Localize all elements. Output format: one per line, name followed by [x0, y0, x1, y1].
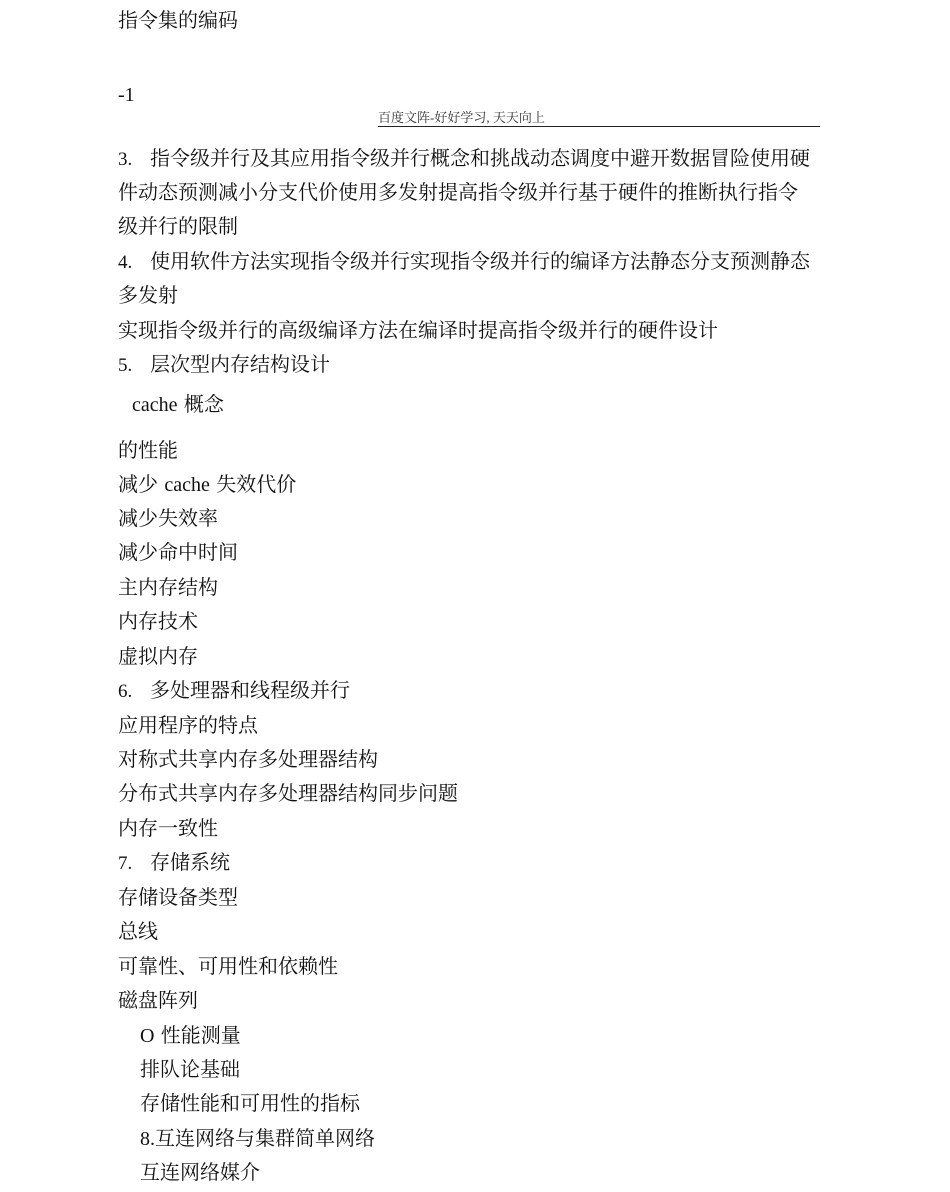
item-app-features: 应用程序的特点 [118, 713, 258, 737]
section7-number: 7. [118, 853, 133, 874]
section5-heading [118, 350, 330, 380]
item-consistency: 内存一致性 [118, 816, 218, 840]
io-perf-latin: O [140, 1025, 155, 1047]
item-reliability: 可靠性、可用性和依赖性 [118, 954, 338, 978]
section3-line2: 件动态预测减小分支代价使用多发射提高指令级并行基于硬件的推断执行指令 [118, 180, 798, 204]
item-dsm: 分布式共享内存多处理器结构同步问题 [118, 781, 458, 805]
item-io-perf [140, 1021, 241, 1050]
section5-title: 层次型内存结构设计 [150, 352, 330, 376]
running-header: 百度文阵-好好学习, 天天向上 [378, 110, 820, 127]
section4-line2: 多发射 [118, 283, 178, 307]
section3-number: 3. [118, 149, 133, 170]
item-reduce-hit-time: 减少命中时间 [118, 540, 238, 564]
item-smp: 对称式共享内存多处理器结构 [118, 747, 378, 771]
item-memory-tech: 内存技术 [118, 609, 198, 633]
section4-number: 4. [118, 252, 133, 273]
reduce-miss-penalty-prefix: 减少 [118, 472, 165, 496]
io-perf-suffix: 性能测量 [154, 1023, 241, 1047]
section8-number: 8. [140, 1128, 155, 1150]
section7-heading [118, 848, 230, 878]
reduce-miss-penalty-latin: cache [164, 474, 210, 496]
section6-heading [118, 676, 350, 706]
item-performance: 的性能 [118, 438, 178, 462]
section4-text1: 使用软件方法实现指令级并行实现指令级并行的编译方法静态分支预测静态 [150, 249, 810, 273]
item-metrics: 存储性能和可用性的指标 [140, 1091, 360, 1115]
section6-number: 6. [118, 681, 133, 702]
section4-line3: 实现指令级并行的高级编译方法在编译时提高指令级并行的硬件设计 [118, 318, 718, 342]
item-main-memory: 主内存结构 [118, 575, 218, 599]
section6-title: 多处理器和线程级并行 [150, 678, 350, 702]
section4-line1 [118, 247, 810, 277]
reduce-miss-penalty-suffix: 失效代价 [209, 472, 297, 496]
cache-concept-suffix: 概念 [177, 392, 224, 416]
section8-heading [140, 1124, 375, 1153]
item-reduce-miss-penalty [118, 470, 296, 499]
cache-concept-latin: cache [132, 394, 178, 416]
item-raid: 磁盘阵列 [118, 988, 198, 1012]
section3-line3: 级并行的限制 [118, 214, 238, 238]
top-title: 指令集的编码 [118, 8, 238, 32]
item-bus: 总线 [118, 919, 158, 943]
item-virtual-memory: 虚拟内存 [118, 644, 198, 668]
section3-text1: 指令级并行及其应用指令级并行概念和挑战动态调度中避开数据冒险使用硬 [150, 146, 810, 170]
item-device-types: 存储设备类型 [118, 885, 238, 909]
item-reduce-miss-rate: 减少失效率 [118, 506, 218, 530]
section8-title: 互连网络与集群简单网络 [155, 1126, 375, 1150]
page-number: -1 [118, 84, 135, 106]
section5-number: 5. [118, 355, 133, 376]
item-network-media: 互连网络媒介 [140, 1160, 260, 1184]
cache-concept [132, 390, 224, 419]
item-queueing: 排队论基础 [140, 1057, 240, 1081]
section7-title: 存储系统 [150, 850, 230, 874]
section3-line1 [118, 144, 810, 174]
